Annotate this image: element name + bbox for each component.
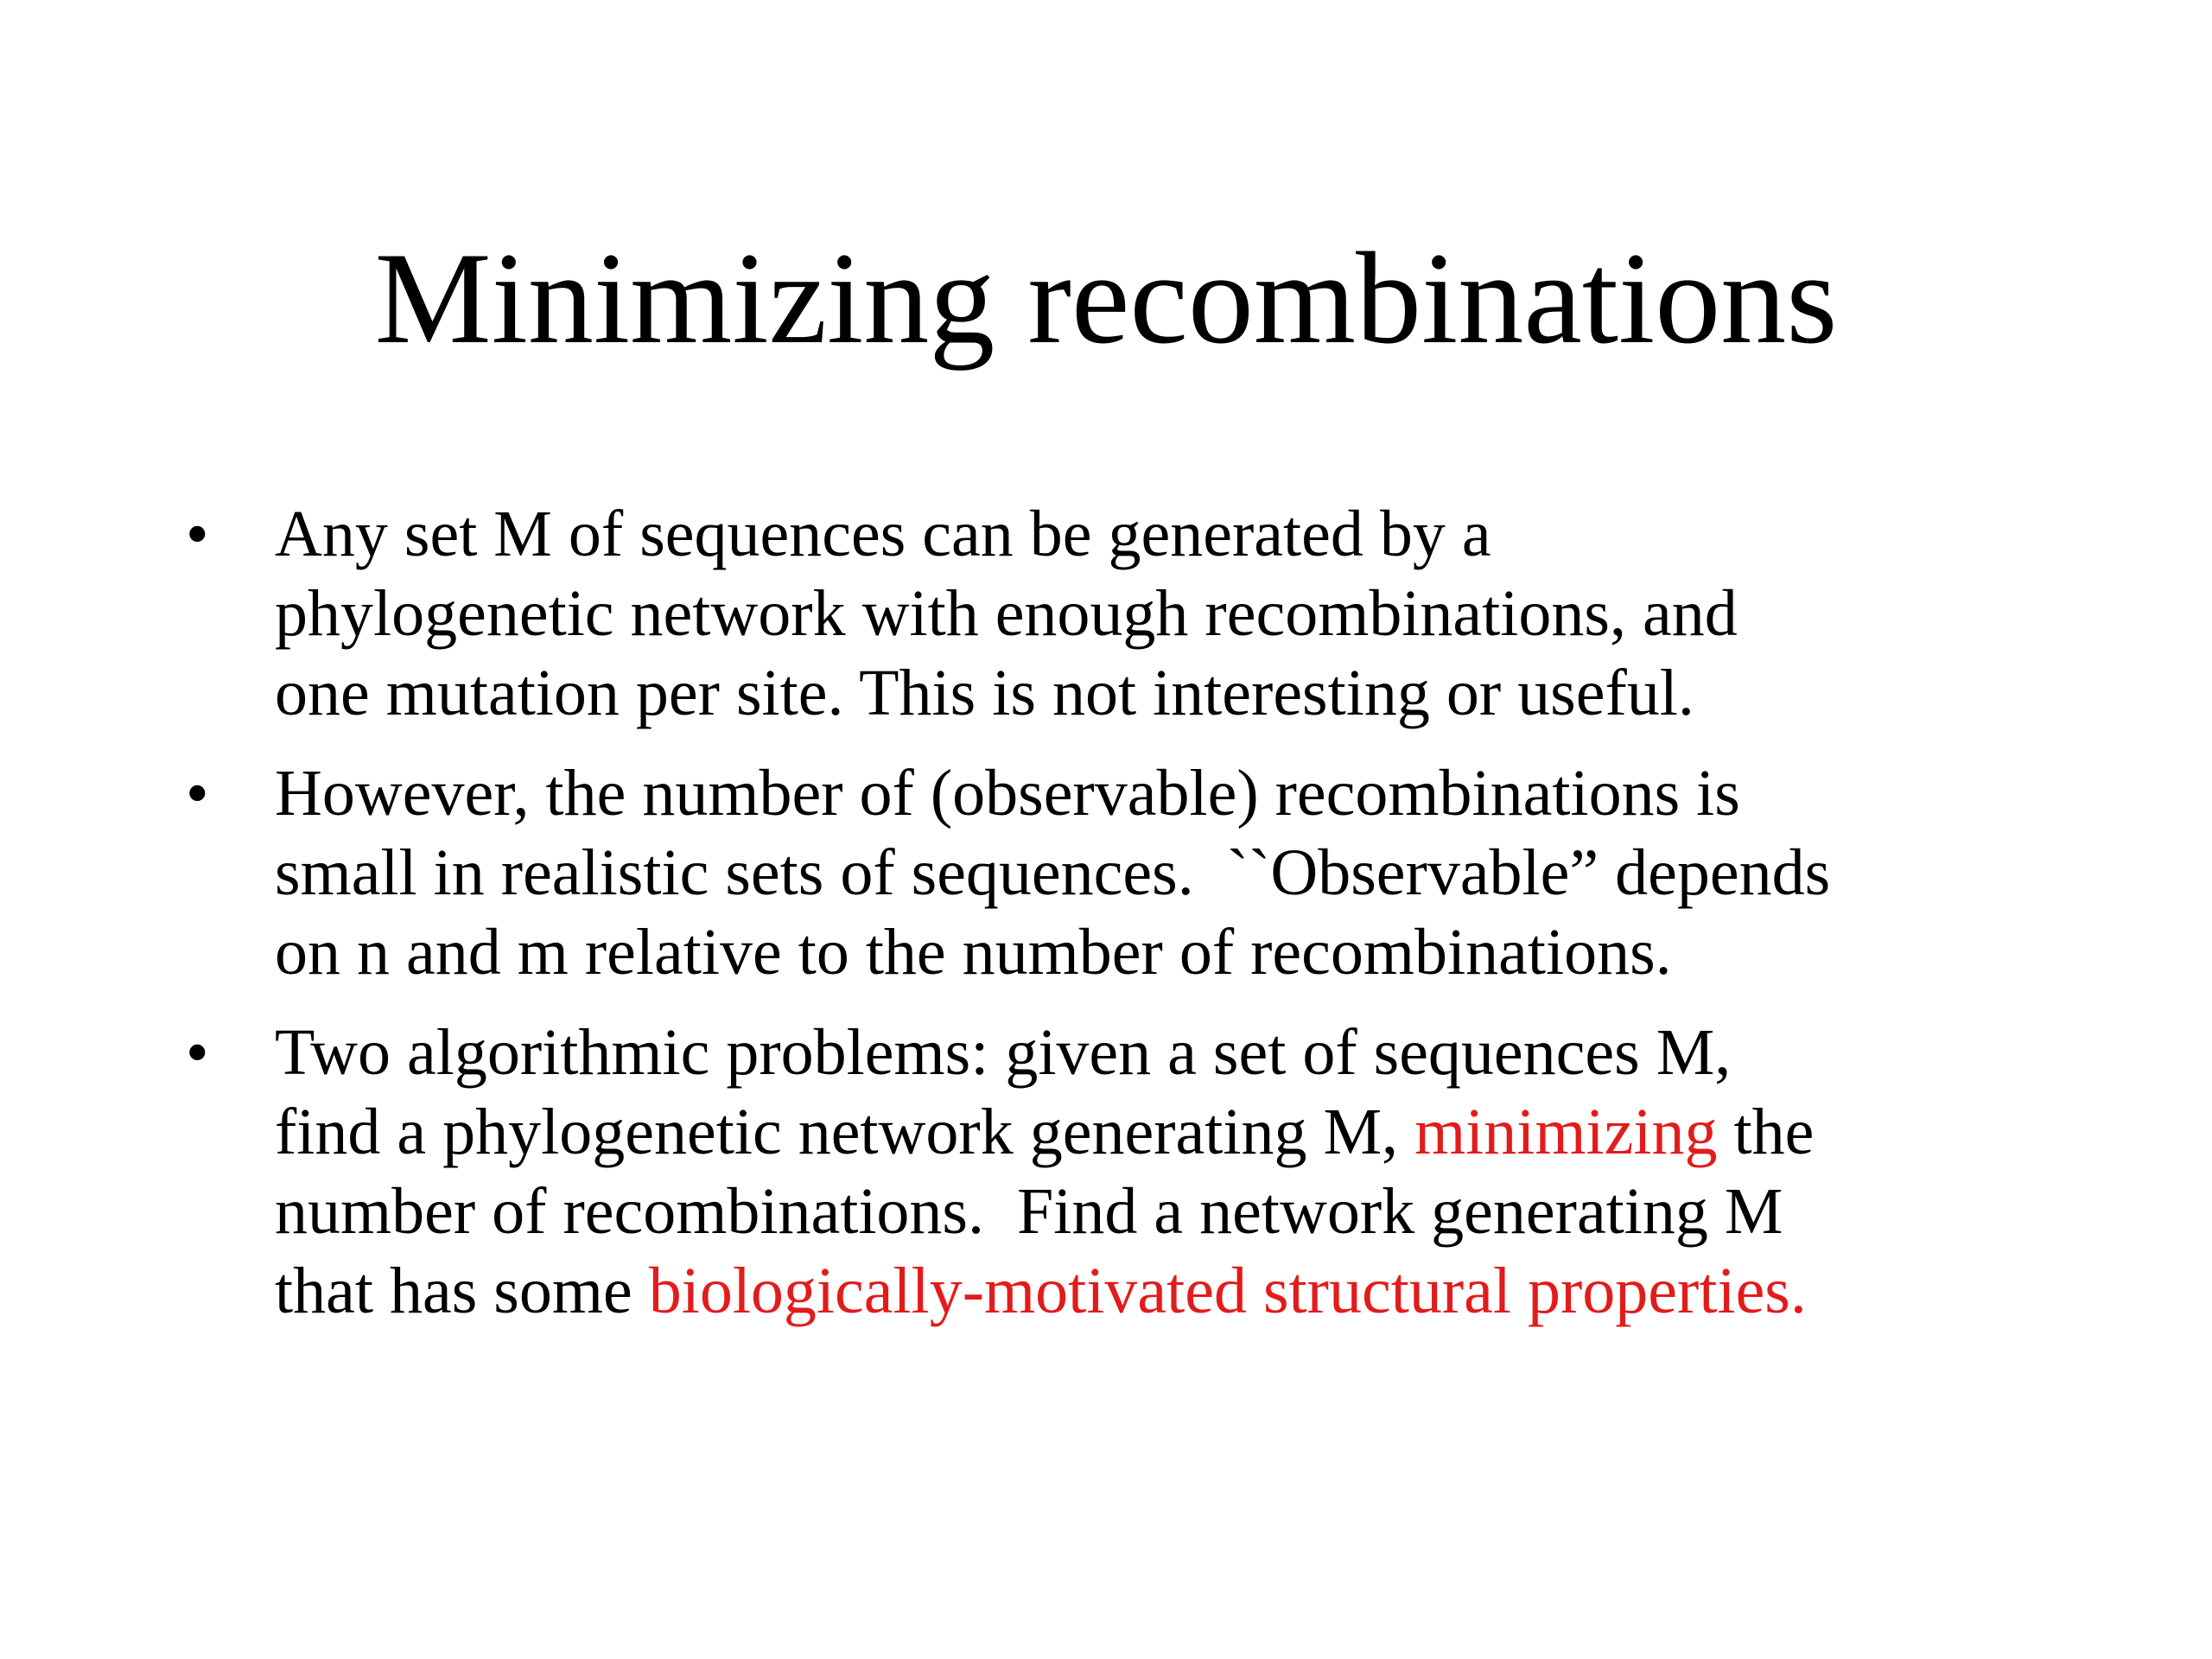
bullet-text-segment: the xyxy=(1717,1096,1815,1168)
bullet-item xyxy=(186,1013,2130,1331)
bullet-dot-icon: • xyxy=(186,757,209,830)
bullet-item xyxy=(186,753,2130,992)
bullet-text-line xyxy=(275,1251,2130,1331)
bullet-dot-icon: • xyxy=(186,498,209,570)
bullet-text-line: on n and m relative to the number of recombinations. xyxy=(275,916,1672,988)
bullet-dot-icon: • xyxy=(186,1016,209,1089)
bullet-list xyxy=(186,494,2130,1351)
bullet-text-segment: that has some xyxy=(275,1255,649,1327)
bullet-text-line: small in realistic sets of sequences. ``Observable” depends xyxy=(275,836,1831,909)
highlighted-text: biologically-motivated structural properties. xyxy=(648,1255,1807,1327)
bullet-text-line: number of recombinations. Find a network generating M xyxy=(275,1175,1783,1248)
slide-title: Minimizing recombinations xyxy=(374,226,1838,371)
bullet-text-line: However, the number of (observable) recombinations is xyxy=(275,757,1740,830)
bullet-text-line: phylogenetic network with enough recombinations, and xyxy=(275,577,1738,650)
bullet-text-line xyxy=(275,1092,2130,1172)
bullet-text-line: one mutation per site. This is not interesting or useful. xyxy=(275,657,1694,729)
highlighted-text: minimizing xyxy=(1414,1096,1718,1168)
bullet-text-line: Two algorithmic problems: given a set of sequences M, xyxy=(275,1016,1732,1089)
bullet-text-segment: find a phylogenetic network generating M, xyxy=(275,1096,1415,1168)
bullet-text-line: Any set M of sequences can be generated by a xyxy=(275,498,1491,570)
bullet-item xyxy=(186,494,2130,733)
